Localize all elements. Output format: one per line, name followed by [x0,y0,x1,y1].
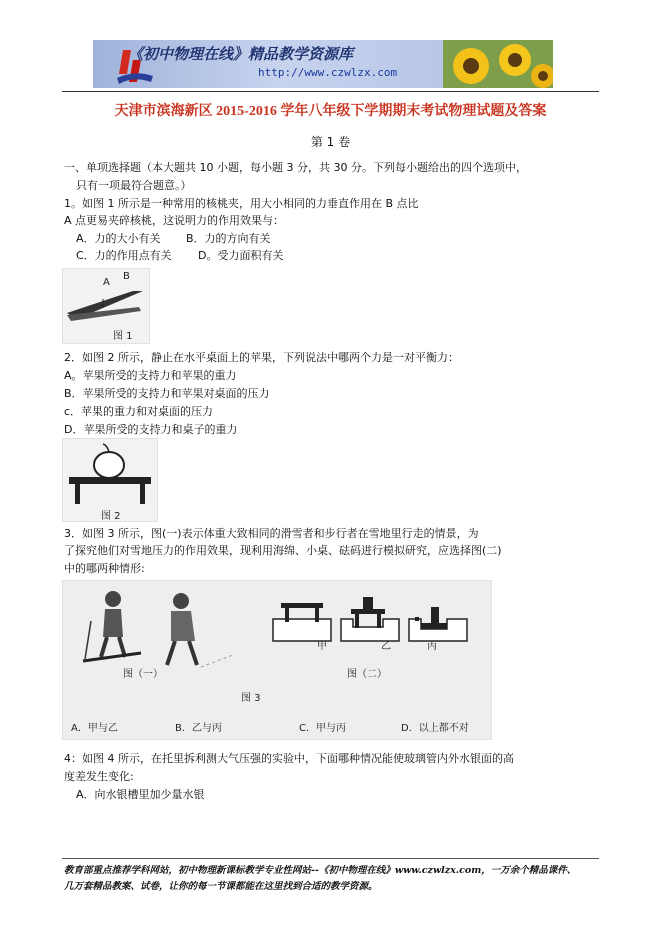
q1-stem-line2: A 点更易夹碎核桃，这说明力的作用效果与： [64,214,285,227]
footer-divider [62,858,599,859]
q3-option-a: A．甲与乙 [71,723,118,734]
header-divider [62,91,599,92]
fig2-label: 图 2 [101,511,121,522]
figure-3 [62,580,492,740]
banner-title: 《初中物理在线》精品教学资源库 [128,45,354,63]
q4-stem-line2: 度差发生变化: [64,770,134,783]
section-instructions-line1: 一、单项选择题（本大题共 10 小题，每小题 3 分，共 30 分。下列每小题给出的四个选项中， [64,161,527,174]
q1-stem-line1: 1。如图 1 所示是一种常用的核桃夹，用大小相同的力垂直作用在 B 点比 [64,197,419,210]
q2-option-a: A。苹果所受的支持力和苹果的重力 [64,369,237,382]
banner-url[interactable]: http://www.czwlzx.com [258,66,398,79]
figure-2 [62,438,158,522]
q3-option-d: D．以上都不对 [401,723,469,734]
fig3-label-jia: 甲 [317,641,327,652]
q4-stem-line1: 4：如图 4 所示，在托里拆利测大气压强的实验中，下面哪种情况能使玻璃管内外水银面的高 [64,752,514,765]
footer-line2: 几万套精品教案、试卷，让你的每一节课都能在这里找到合适的教学资源。 [64,881,378,892]
fig1-mark-a: A [103,277,110,288]
q3-stem-line1: 3．如图 3 所示，图(一)表示体重大致相同的滑雪者和步行者在雪地里行走的情景，为 [64,527,479,540]
fig3-label: 图 3 [241,693,261,704]
q1-option-c: C．力的作用点有关 [76,249,172,262]
footer-line1: 教育部重点推荐学科网站，初中物理新课标教学专业性网站--《初中物理在线》www.czwlzx.com，一万余个精品课件、 [64,865,577,876]
fig3-label-yi: 乙 [381,641,391,652]
volume-heading: 第 1 卷 [310,135,351,149]
q2-option-c: c．苹果的重力和对桌面的压力 [64,405,214,418]
q2-option-d: D．苹果所受的支持力和桌子的重力 [64,423,238,436]
q1-option-b: B．力的方向有关 [186,232,271,245]
fig3-sub1-label: 图（一） [123,669,163,680]
document-title: 天津市滨海新区 2015-2016 学年八年级下学期期末考试物理试题及答案 [114,104,547,119]
apple-on-table-image [63,439,157,505]
section-instructions-line2: 只有一项最符合题意。） [76,179,192,192]
q3-option-c: C．甲与丙 [299,723,346,734]
fig3-sub2-label: 图（二） [347,669,387,680]
q1-option-d: D。受力面积有关 [198,249,284,262]
q2-stem: 2．如图 2 所示，静止在水平桌面上的苹果，下列说法中哪两个力是一对平衡力： [64,351,459,364]
q1-option-a: A．力的大小有关 [76,232,161,245]
skier-and-walker-image [71,585,241,675]
sponge-table-weights-image [271,589,471,653]
sunflower-image [443,40,553,88]
q4-option-a: A．向水银槽里加少量水银 [76,788,205,801]
fig1-mark-b: B [123,271,130,282]
figure-1 [62,268,150,344]
q3-stem-line3: 中的哪两种情形: [64,562,145,575]
q3-option-b: B．乙与丙 [175,723,222,734]
q3-stem-line2: 了探究他们对雪地压力的作用效果，现利用海绵、小桌、砝码进行模拟研究，应选择图(二) [64,544,502,557]
q2-option-b: B．苹果所受的支持力和苹果对桌面的压力 [64,387,270,400]
fig1-label: 图 1 [113,331,133,342]
fig3-label-bing: 丙 [427,641,437,652]
